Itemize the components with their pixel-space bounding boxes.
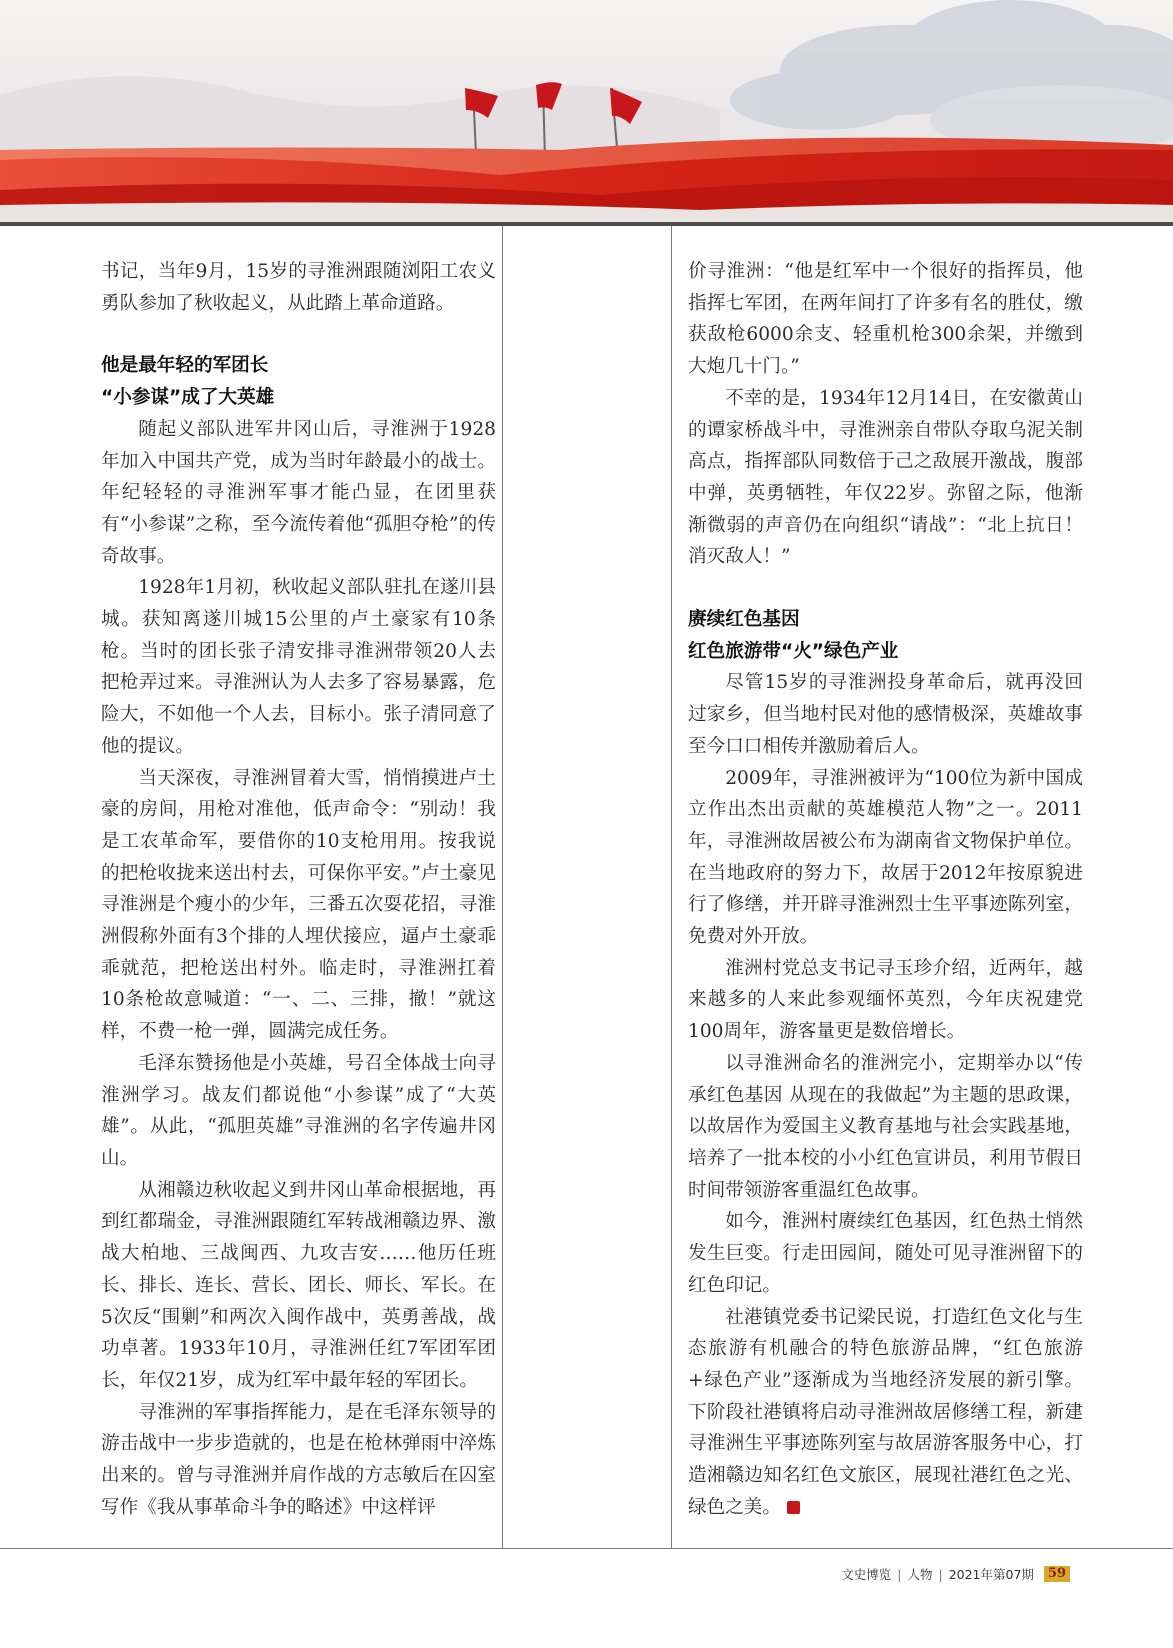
page-footer bbox=[841, 1565, 1070, 1583]
banner-divider bbox=[0, 222, 1173, 226]
paragraph: 随起义部队进军井冈山后，寻淮洲于1928年加入中国共产党，成为当时年龄最小的战士。年纪轻轻的寻淮洲军事才能凸显，在团里获有“小参谋”之称，至今流传着他“孤胆夺枪”的传奇故事。 bbox=[101, 418, 496, 567]
footer-divider bbox=[0, 1548, 1173, 1549]
intro-paragraph: 书记，当年9月，15岁的寻淮洲跟随浏阳工农义勇队参加了秋收起义，从此踏上革命道路。 bbox=[101, 261, 496, 314]
paragraph: 寻淮洲的军事指挥能力，是在毛泽东领导的游击战中一步步造就的，也是在枪林弹雨中淬炼出来的。曾与寻淮洲并肩作战的方志敏后在囚室写作《我从事革命斗争的略述》中这样评 bbox=[101, 1401, 496, 1518]
paragraph: 如今，淮洲村赓续红色基因，红色热土悄然发生巨变。行走田园间，随处可见寻淮洲留下的红色印记。 bbox=[688, 1211, 1083, 1296]
page-number: 59 bbox=[1044, 1566, 1070, 1582]
footer-separator: | bbox=[938, 1566, 943, 1582]
header-banner bbox=[0, 0, 1173, 225]
paragraph: 当天深夜，寻淮洲冒着大雪，悄悄摸进卢土豪的房间，用枪对准他，低声命令：“别动！我是工农革命军，要借你的10支枪用用。按我说的把枪收拢来送出村去，可保你平安。”卢土豪见寻淮洲是个瘦小的少年，三番五次耍花招，寻淮洲假称外面有3个排的人埋伏接应，逼卢土豪乖乖就范，把枪送出村外。临走时，寻淮洲扛着10条枪故意喊道：“一、二、三排，撤！”就这样，不费一枪一弹，圆满完成任务。 bbox=[101, 767, 496, 1043]
final-paragraph bbox=[688, 1302, 1083, 1524]
footer-separator: | bbox=[897, 1566, 902, 1582]
section1-heading bbox=[101, 350, 496, 413]
paragraph: 1928年1月初，秋收起义部队驻扎在遂川县城。获知离遂川城15公里的卢土豪家有10条枪。当时的团长张子清安排寻淮洲带领20人去把枪弄过来。寻淮洲认为人去多了容易暴露，危险大，不如他一个人去，目标小。张子清同意了他的提议。 bbox=[101, 577, 496, 757]
column-rule-right bbox=[671, 226, 672, 1548]
section1-heading-line2: “小参谋”成了大英雄 bbox=[101, 387, 275, 409]
paragraph: 以寻淮洲命名的淮洲完小，定期举办以“传承红色基因 从现在的我做起”为主题的思政课，以故居作为爱国主义教育基地与社会实践基地，培养了一批本校的小小红色宣讲员，利用节假日时间带领游客重温红色故事。 bbox=[688, 1052, 1083, 1201]
footer-issue: 2021年第07期 bbox=[948, 1567, 1034, 1582]
banner-illustration bbox=[0, 0, 1173, 225]
end-mark-icon bbox=[787, 1501, 800, 1514]
footer-section: 人物 bbox=[907, 1567, 933, 1582]
footer-magazine: 文史博览 bbox=[841, 1567, 892, 1582]
column-rule-left bbox=[502, 226, 503, 1548]
paragraph: 从湘赣边秋收起义到井冈山革命根据地，再到红都瑞金，寻淮洲跟随红军转战湘赣边界、激战大柏地、三战闽西、九攻吉安……他历任班长、排长、连长、营长、团长、师长、军长。在5次反“围剿”和两次入闽作战中，英勇善战，战功卓著。1933年10月，寻淮洲任红7军团军团长，年仅21岁，成为红军中最年轻的军团长。 bbox=[101, 1179, 496, 1391]
section2-heading bbox=[688, 604, 1083, 667]
paragraph: 不幸的是，1934年12月14日，在安徽黄山的谭家桥战斗中，寻淮洲亲自带队夺取乌泥关制高点，指挥部队同数倍于己之敌展开激战，腹部中弹，英勇牺牲，年仅22岁。弥留之际，他渐渐微弱的声音仍在向组织“请战”：“北上抗日！消灭敌人！” bbox=[688, 387, 1083, 568]
final-paragraph-text: 社港镇党委书记梁民说，打造红色文化与生态旅游有机融合的特色旅游品牌，“红色旅游+绿色产业”逐渐成为当地经济发展的新引擎。下阶段社港镇将启动寻淮洲故居修缮工程，新建寻淮洲生平事迹陈列室与故居游客服务中心，打造湘赣边知名红色文旅区，展现社港红色之光、绿色之美。 bbox=[688, 1306, 1083, 1518]
left-column bbox=[101, 256, 496, 1523]
paragraph: 毛泽东赞扬他是小英雄，号召全体战士向寻淮洲学习。战友们都说他“小参谋”成了“大英雄”。从此，“孤胆英雄”寻淮洲的名字传遍井冈山。 bbox=[101, 1052, 496, 1169]
paragraph: 2009年，寻淮洲被评为“100位为新中国成立作出杰出贡献的英雄模范人物”之一。2011年，寻淮洲故居被公布为湖南省文物保护单位。在当地政府的努力下，故居于2012年按原貌进行了修缮，并开辟寻淮洲烈士生平事迹陈列室，免费对外开放。 bbox=[688, 767, 1083, 948]
section2-heading-line2: 红色旅游带“火”绿色产业 bbox=[688, 640, 899, 662]
continuation-paragraph: 价寻淮洲：“他是红军中一个很好的指挥员，他指挥七军团，在两年间打了许多有名的胜仗，缴获敌枪6000余支、轻重机枪300余架，并缴到大炮几十门。” bbox=[688, 261, 1083, 378]
section1-heading-line1: 他是最年轻的军团长 bbox=[101, 355, 269, 377]
paragraph: 尽管15岁的寻淮洲投身革命后，就再没回过家乡，但当地村民对他的感情极深，英雄故事至今口口相传并激励着后人。 bbox=[688, 672, 1083, 757]
section2-heading-line1: 赓续红色基因 bbox=[688, 609, 800, 631]
paragraph: 淮洲村党总支书记寻玉珍介绍，近两年，越来越多的人来此参观缅怀英烈，今年庆祝建党100周年，游客量更是数倍增长。 bbox=[688, 957, 1083, 1043]
right-column bbox=[688, 256, 1083, 1523]
